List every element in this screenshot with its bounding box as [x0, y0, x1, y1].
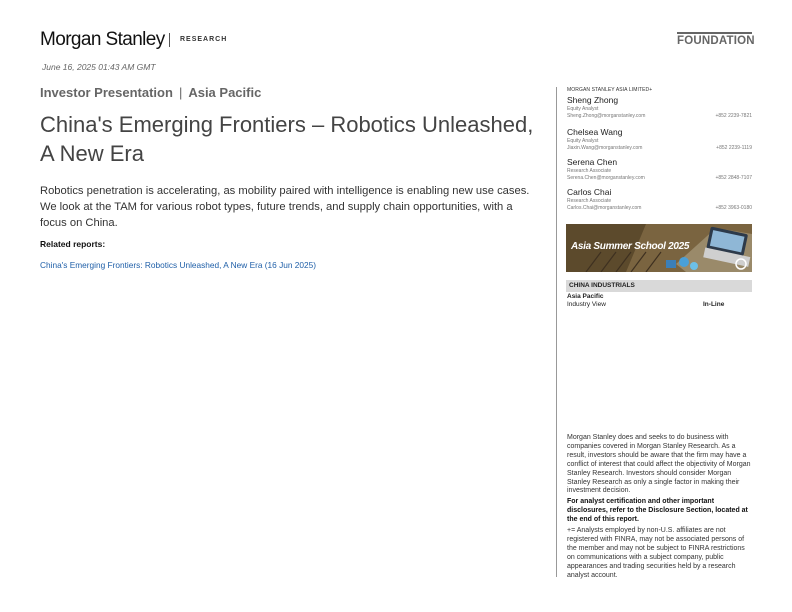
analyst-phone: +852 2239-7821 — [715, 113, 752, 119]
disclosure-text — [567, 434, 753, 581]
foundation-bar — [677, 32, 752, 34]
analyst-email[interactable]: Jiaxin.Wang@morganstanley.com — [567, 145, 643, 151]
section-divider: | — [178, 85, 183, 100]
research-label: RESEARCH — [180, 36, 228, 43]
foundation-label: FOUNDATION — [677, 35, 755, 47]
disclosure-conflict: Morgan Stanley does and seeks to do business with companies covered in Morgan Stanley Research. As a result, investors should be aware that the firm may have a conflict of interest that could affect the objectivity of Morgan Stanley Research. Investors should consider Morgan Stanley Research as only a single factor in making their investment decision. — [567, 434, 751, 495]
analyst-name: Chelsea Wang — [567, 127, 623, 137]
analyst-contact — [567, 175, 752, 182]
analyst-email[interactable]: Carlos.Chai@morganstanley.com — [567, 205, 642, 211]
analyst-email[interactable]: Sheng.Zhong@morganstanley.com — [567, 113, 646, 119]
report-summary: Robotics penetration is accelerating, as mobility paired with intelligence is enabling new use cases. We look at the TAM for various robot types, future trends, and supply chain opportunities, with a focus on China. — [40, 185, 530, 229]
banner-title: Asia Summer School 2025 — [571, 241, 690, 252]
report-section — [40, 85, 261, 100]
analyst-card — [567, 157, 752, 182]
morgan-stanley-logo: Morgan Stanley — [40, 29, 165, 50]
industry-view-label: Industry View — [567, 301, 606, 308]
analyst-role: Equity Analyst — [567, 106, 599, 112]
analyst-contact — [567, 113, 752, 120]
disclosure-finra: += Analysts employed by non-U.S. affiliates are not registered with FINRA, may not be associated persons of the member and may not be subject to FINRA restrictions on communications with a subject company, public appearances and trading securities held by a research analyst account. — [567, 527, 745, 579]
analyst-phone: +852 2239-1119 — [716, 145, 752, 151]
analyst-contact — [567, 205, 752, 212]
report-region: Asia Pacific — [188, 85, 262, 100]
analyst-role: Equity Analyst — [567, 138, 599, 144]
report-type: Investor Presentation — [40, 85, 173, 100]
industry-label: CHINA INDUSTRIALS — [569, 282, 635, 289]
summer-school-banner[interactable] — [566, 224, 752, 272]
related-reports-heading: Related reports: — [40, 239, 106, 249]
entity-label: MORGAN STANLEY ASIA LIMITED+ — [567, 87, 653, 93]
logo-divider — [169, 33, 170, 47]
analyst-name: Sheng Zhong — [567, 95, 619, 105]
analyst-phone: +852 3963-0180 — [715, 205, 752, 211]
page-title: China's Emerging Frontiers – Robotics Unleashed, A New Era — [40, 112, 534, 166]
column-divider — [556, 87, 557, 577]
analyst-card — [567, 127, 752, 152]
analyst-role: Research Associate — [567, 198, 612, 204]
disclosure-certification: For analyst certification and other important disclosures, refer to the Disclosure Section, located at the end of this report. — [567, 498, 748, 524]
analyst-name: Carlos Chai — [567, 187, 612, 197]
analyst-card — [567, 187, 752, 212]
industry-region: Asia Pacific — [567, 293, 604, 300]
industry-view-value: In-Line — [703, 301, 725, 308]
analyst-email[interactable]: Serena.Chen@morganstanley.com — [567, 175, 645, 181]
related-report-link[interactable]: China's Emerging Frontiers: Robotics Unleashed, A New Era (16 Jun 2025) — [40, 260, 316, 270]
analyst-role: Research Associate — [567, 168, 612, 174]
analyst-phone: +852 2848-7107 — [715, 175, 752, 181]
analyst-card — [567, 95, 752, 120]
analyst-name: Serena Chen — [567, 157, 618, 167]
analyst-contact — [567, 145, 752, 152]
publish-date: June 16, 2025 01:43 AM GMT — [42, 62, 156, 72]
